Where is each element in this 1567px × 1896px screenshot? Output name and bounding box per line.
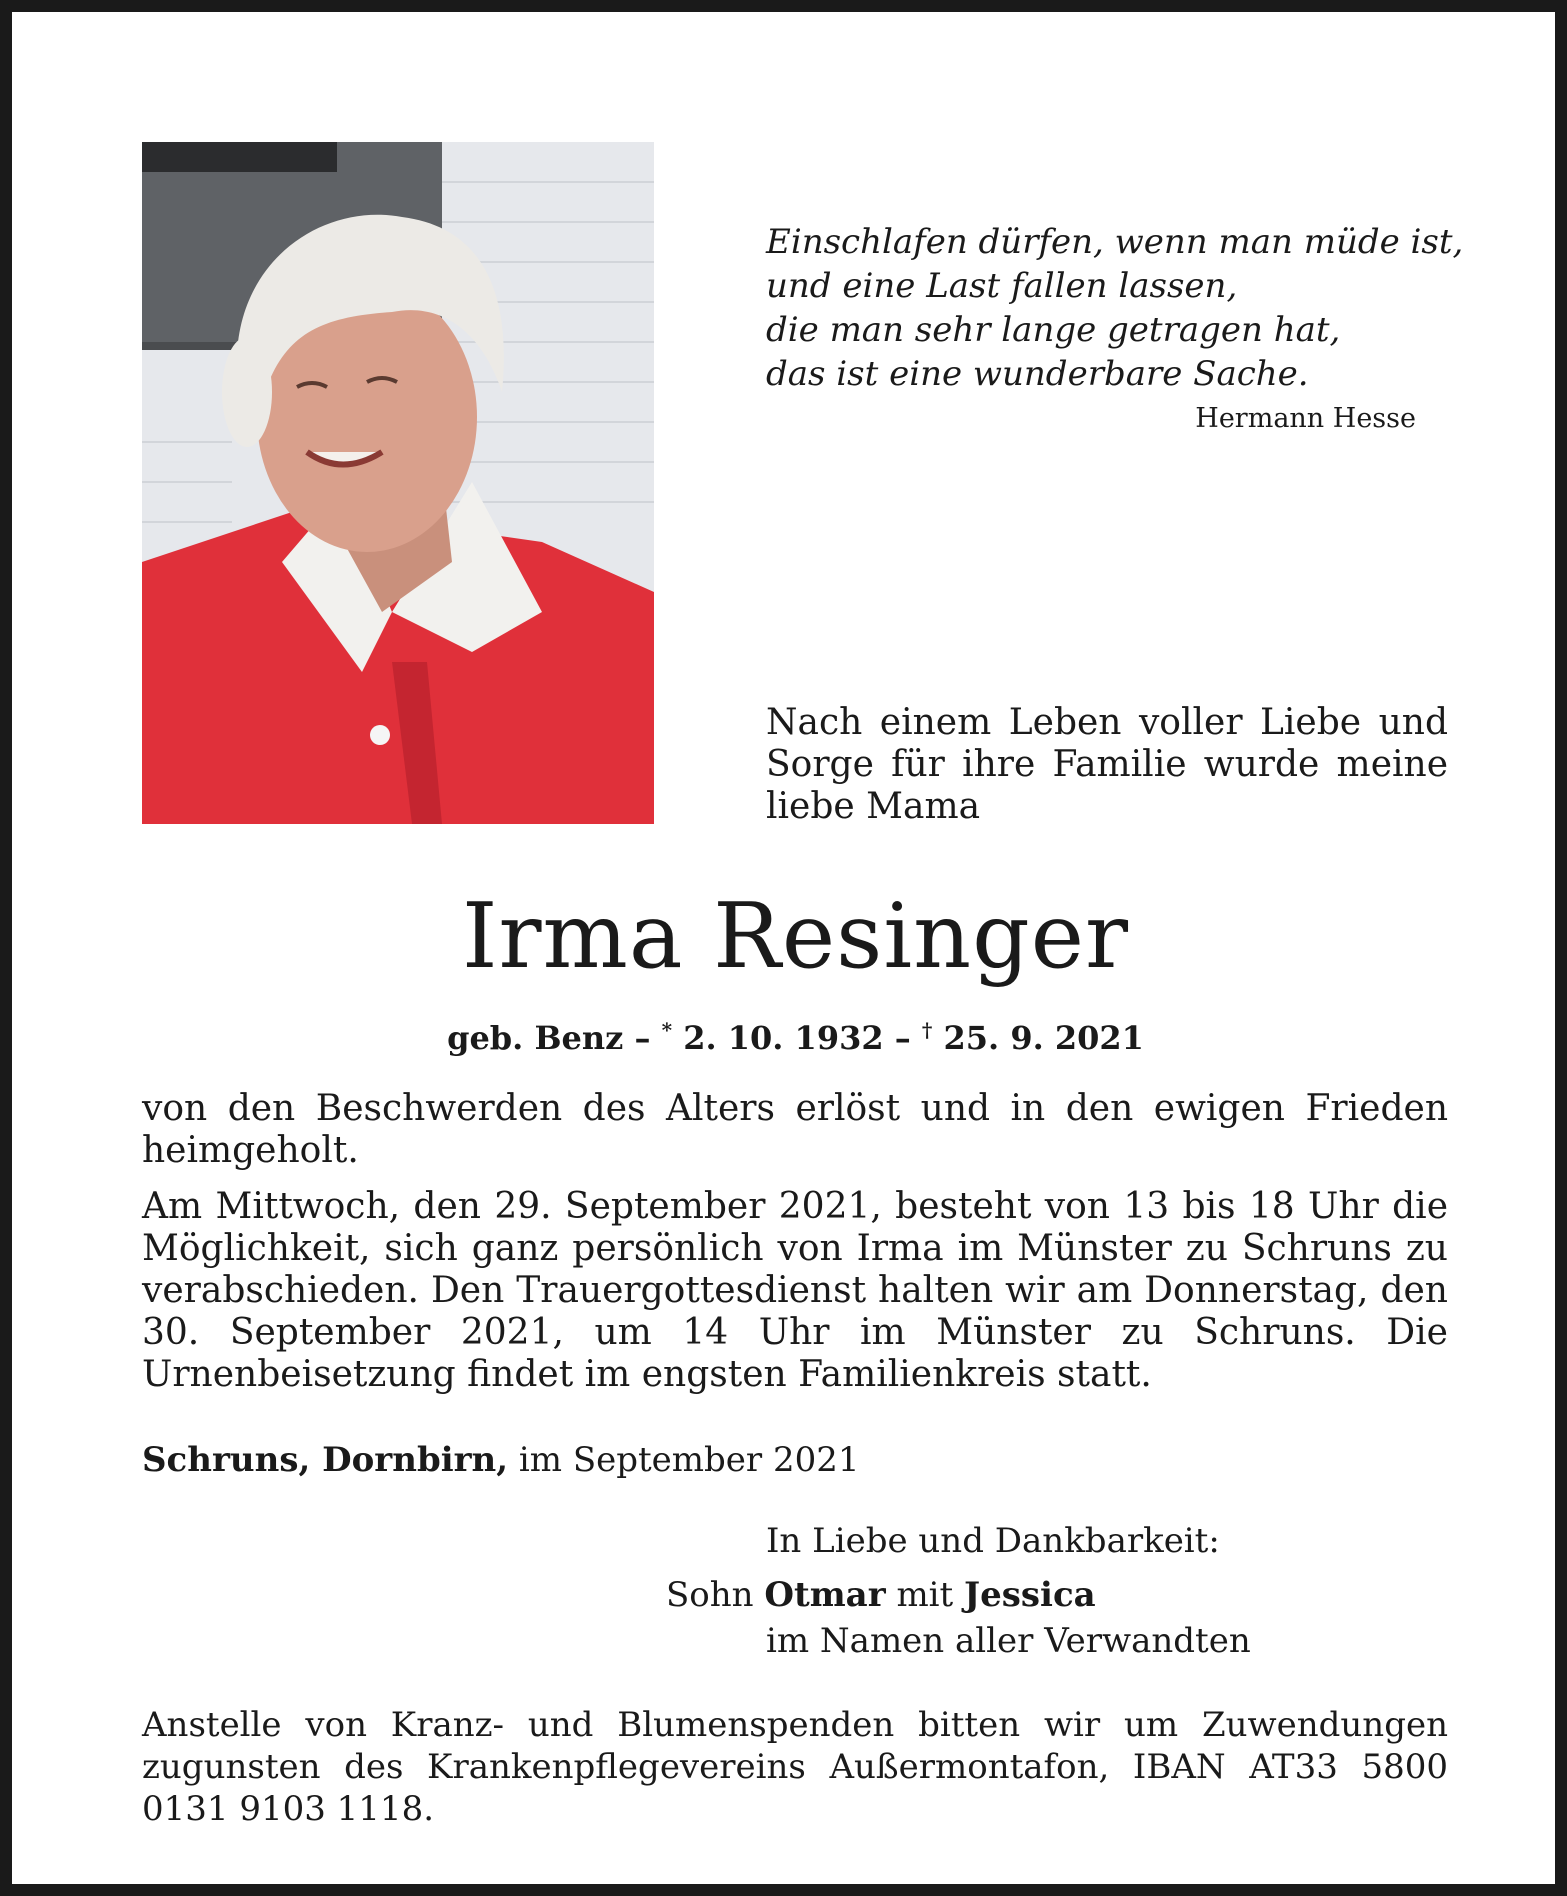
death-date: 25. 9. 2021 (943, 1019, 1144, 1057)
portrait-icon (142, 142, 654, 824)
portrait-photo (142, 142, 654, 824)
signers (666, 1574, 1446, 1616)
birth-date: 2. 10. 1932 – (683, 1019, 911, 1057)
signer-relation: Sohn (666, 1575, 754, 1615)
death-cross-icon: † (921, 1018, 933, 1042)
quote-author: Hermann Hesse (1195, 403, 1416, 434)
donation-note: Anstelle von Kranz- und Blumenspenden bitten wir um Zuwendungen zugunsten des Krankenpflegevereins Außermontafon, IBAN AT33 5800 0131 9103 1118. (142, 1705, 1448, 1829)
signer-son: Otmar (764, 1575, 886, 1615)
closing-phrase: In Liebe und Dankbarkeit: (766, 1521, 1220, 1561)
signer-partner: Jessica (964, 1575, 1096, 1615)
birth-star-icon: * (661, 1018, 673, 1042)
place-month: im September 2021 (518, 1440, 860, 1480)
paragraph-release: von den Beschwerden des Alters erlöst und in den ewigen Frieden heimgeholt. (142, 1088, 1448, 1171)
quote-line: das ist eine wunderbare Sache. (766, 354, 1309, 394)
life-dates (12, 1008, 1567, 1060)
birth-name: geb. Benz – (447, 1019, 651, 1057)
paragraph-service: Am Mittwoch, den 29. September 2021, besteht von 13 bis 18 Uhr die Möglichkeit, sich ganz persönlich von Irma im Münster zu Schruns zu verabschieden. Den Trauergottesdienst halten wir am Donnerstag, den 30. September 2021, um 14 Uhr im Münster zu Schruns. Die Urnenbeisetzung findet im engsten Familienkreis statt. (142, 1186, 1448, 1395)
intro-text: Nach einem Leben voller Liebe und Sorge für ihre Familie wurde meine liebe Mama (766, 702, 1448, 827)
place-date (142, 1438, 1448, 1482)
quote-line: Einschlafen dürfen, wenn man müde ist, (766, 222, 1464, 262)
poem-quote (766, 220, 1464, 396)
deceased-name: Irma Resinger (461, 884, 1130, 989)
signer-connector: mit (896, 1575, 954, 1615)
place-cities: Schruns, Dornbirn, (142, 1440, 509, 1480)
signer-relatives: im Namen aller Verwandten (766, 1621, 1251, 1661)
quote-line: und eine Last fallen lassen, (766, 266, 1238, 306)
quote-line: die man sehr lange getragen hat, (766, 310, 1341, 350)
